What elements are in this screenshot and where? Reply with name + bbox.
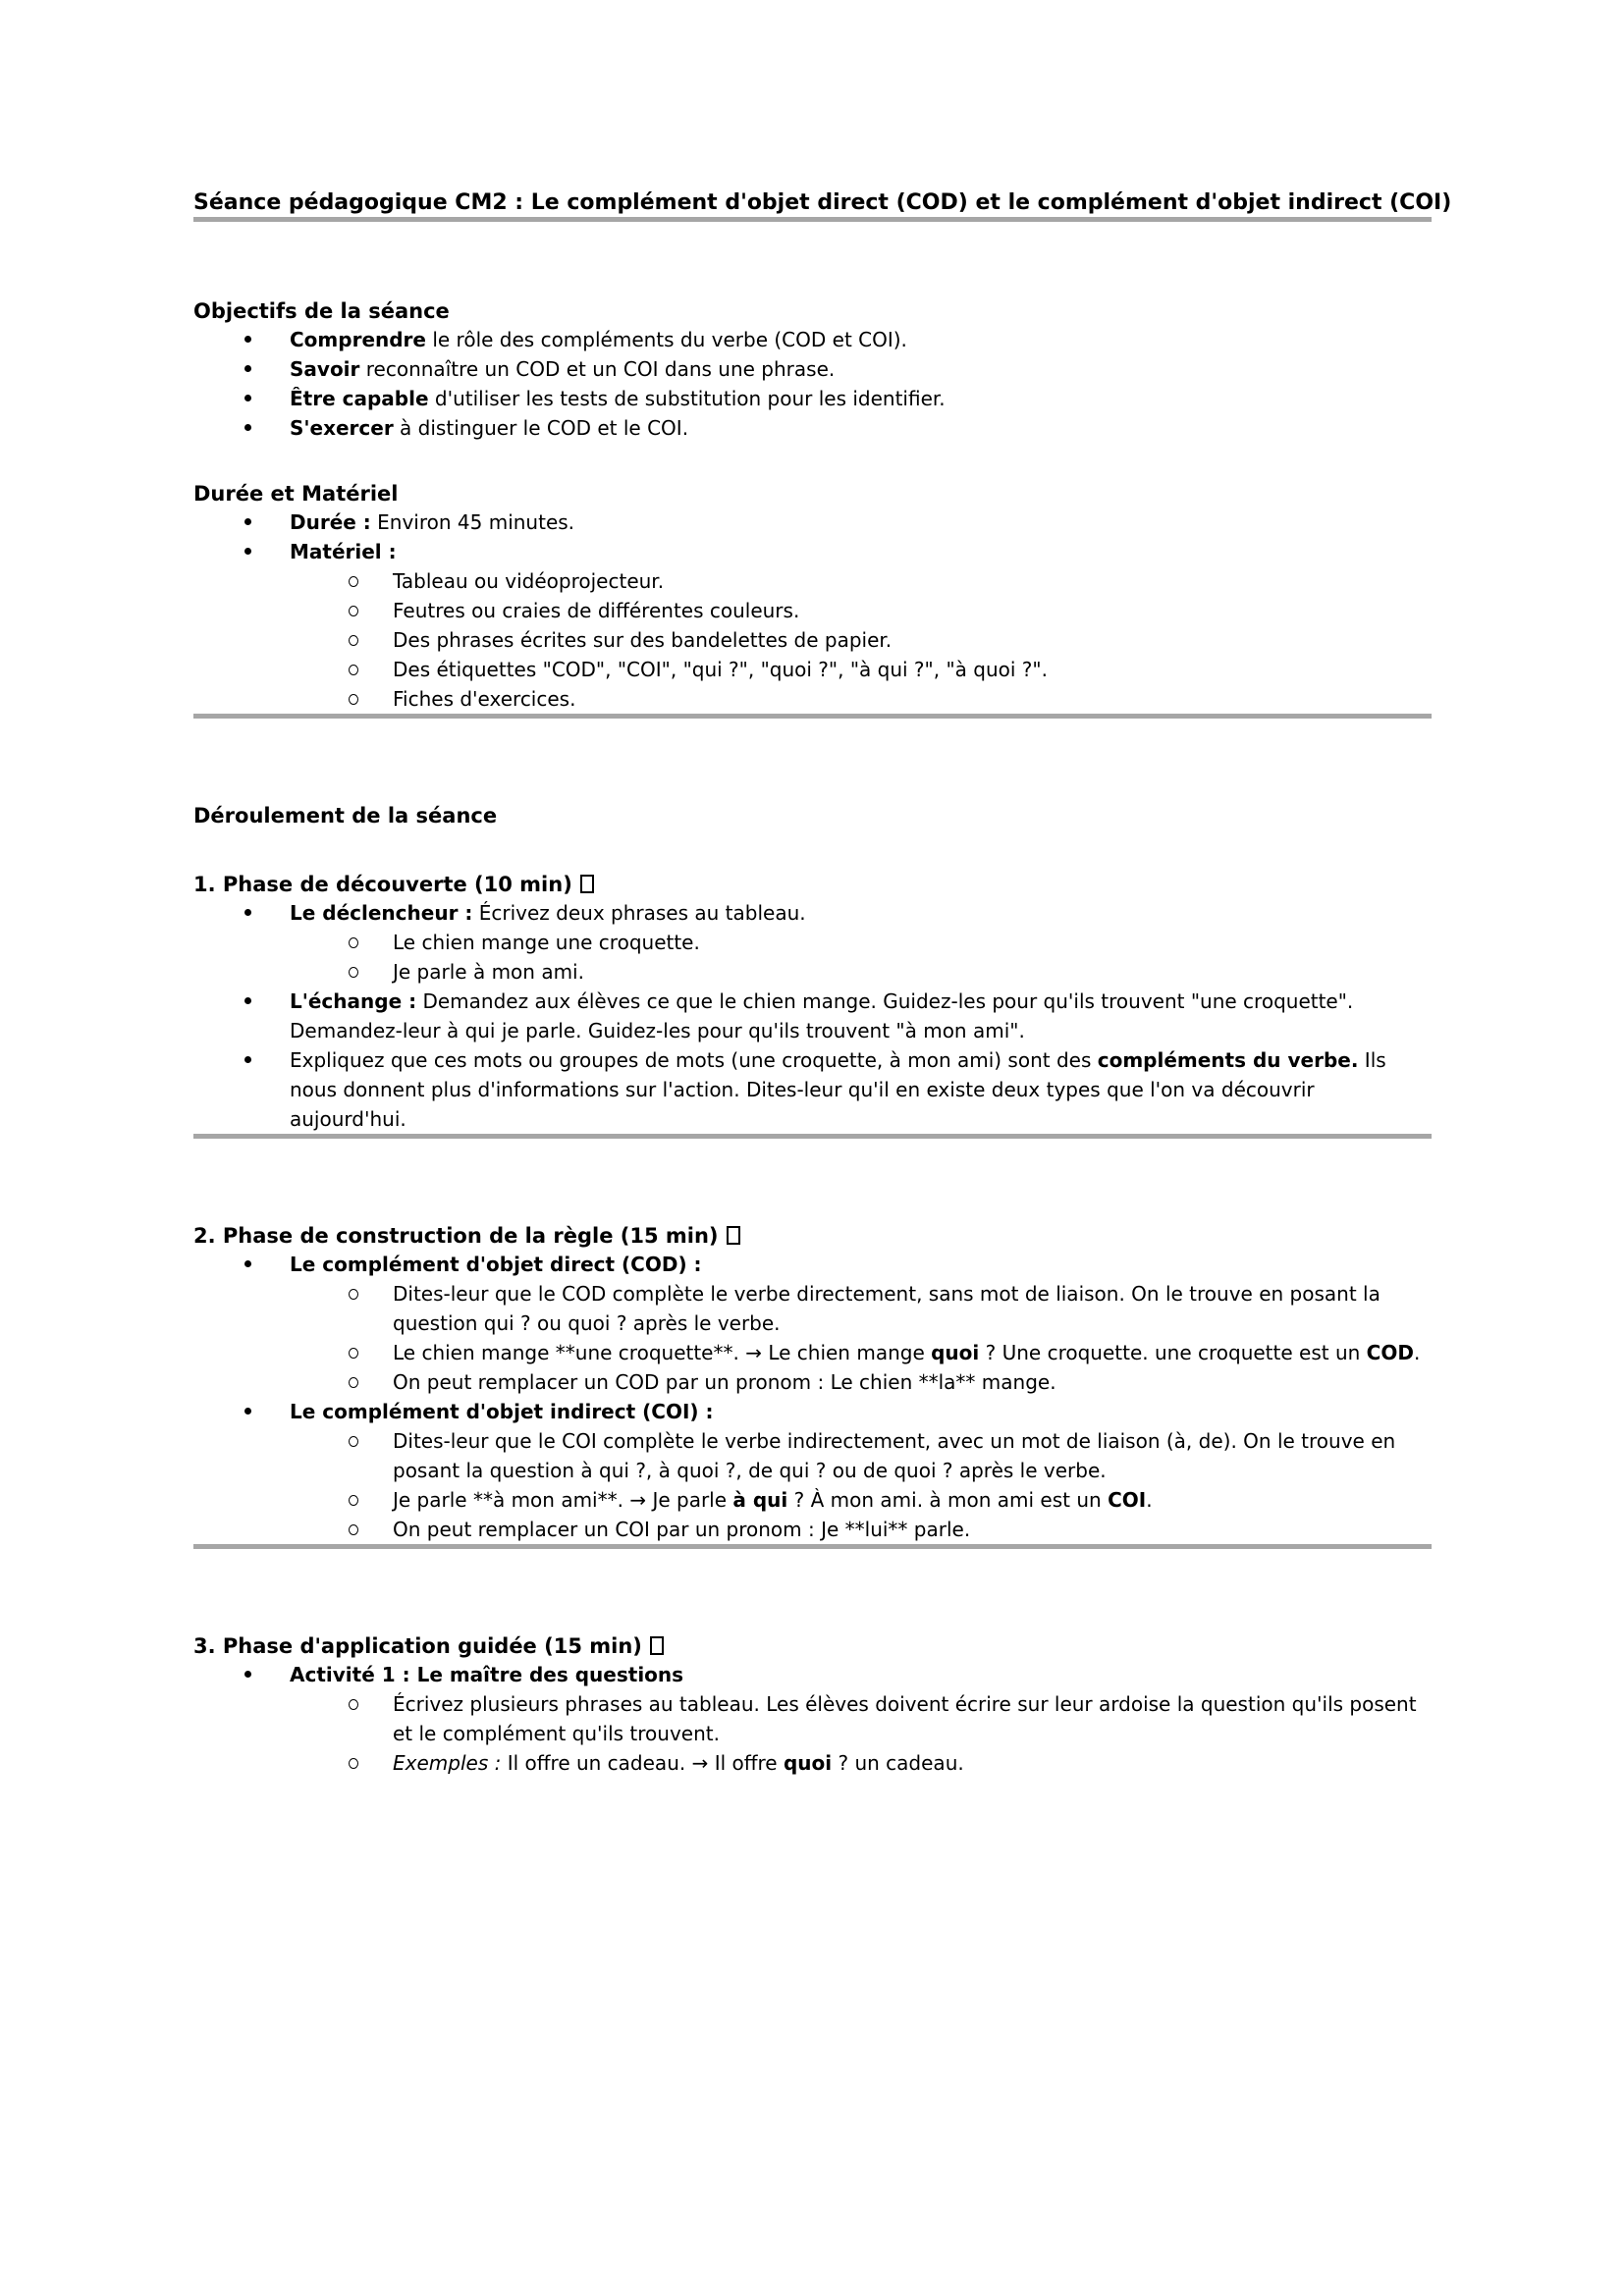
- circle-bullet-icon: [349, 1348, 358, 1359]
- bullet-item: [193, 1660, 1432, 1778]
- phase3-list: [193, 1660, 1432, 1778]
- circle-bullet-icon: [349, 937, 358, 948]
- sub-bullet-item: [290, 1485, 1432, 1515]
- bold-text: quoi: [783, 1751, 833, 1775]
- item-text: Des étiquettes "COD", "COI", "qui ?", "quoi ?", "à qui ?", "à quoi ?".: [393, 658, 1048, 681]
- item-text: Des phrases écrites sur des bandelettes de papier.: [393, 628, 893, 652]
- bullet-item: [193, 898, 1432, 987]
- bold-lead: Le déclencheur :: [290, 901, 473, 925]
- phase2-heading-text: 2. Phase de construction de la règle (15 min): [193, 1224, 719, 1248]
- circle-bullet-icon: [349, 1524, 358, 1535]
- item-text: Demandez aux élèves ce que le chien mange. Guidez-les pour qu'ils trouvent "une croquette". Demandez-leur à qui je parle. Guidez-les pour qu'ils trouvent "à mon ami".: [290, 989, 1354, 1042]
- item-text: Fiches d'exercices.: [393, 687, 576, 711]
- bullet-item: [193, 354, 1432, 384]
- bold-text: COI: [1108, 1488, 1147, 1512]
- item-text: On peut remplacer un COI par un pronom : Je **lui** parle.: [393, 1518, 971, 1541]
- item-text: Il offre un cadeau. → Il offre: [501, 1751, 784, 1775]
- missing-glyph-box: [727, 1226, 740, 1245]
- bullet-disc-icon: [244, 424, 251, 431]
- sub-bullet-item: [290, 596, 1432, 625]
- item-text: .: [1413, 1341, 1421, 1364]
- sub-bullet-item: [290, 684, 1432, 714]
- bullet-item: [193, 325, 1432, 354]
- sub-bullet-item: [290, 928, 1432, 957]
- section-divider: [193, 1544, 1432, 1549]
- bullet-item: [193, 537, 1432, 714]
- missing-glyph-box: [580, 875, 594, 893]
- sub-bullet-item: [290, 1338, 1432, 1367]
- bold-lead: Activité 1 : Le maître des questions: [290, 1663, 684, 1686]
- item-text: d'utiliser les tests de substitution pour les identifier.: [428, 387, 946, 410]
- circle-bullet-icon: [349, 635, 358, 646]
- bold-text: à qui: [732, 1488, 788, 1512]
- item-text: ? À mon ami. à mon ami est un: [787, 1488, 1109, 1512]
- item-text: à distinguer le COD et le COI.: [393, 416, 689, 440]
- coi-sublist: [290, 1426, 1432, 1544]
- bold-lead: Le complément d'objet direct (COD) :: [290, 1253, 702, 1276]
- section-divider: [193, 714, 1432, 719]
- page-content: [193, 0, 1452, 1778]
- item-text: On peut remplacer un COD par un pronom : Le chien **la** mange.: [393, 1370, 1056, 1394]
- bullet-item: [193, 1045, 1432, 1134]
- bullet-disc-icon: [244, 518, 251, 525]
- item-text: Dites-leur que le COI complète le verbe indirectement, avec un mot de liaison (à, de). On le trouve en posant la question à qui ?, à quoi ?, de qui ? ou de quoi ? après le verbe.: [393, 1429, 1396, 1482]
- cod-sublist: [290, 1279, 1432, 1397]
- document-title: Séance pédagogique CM2 : Le complément d'objet direct (COD) et le complément d'objet indirect (COI): [193, 190, 1452, 215]
- bullet-disc-icon: [244, 1056, 251, 1063]
- bullet-disc-icon: [244, 336, 251, 343]
- sub-bullet-item: [290, 625, 1432, 655]
- phase2-heading: [193, 1222, 1432, 1250]
- circle-bullet-icon: [349, 1436, 358, 1447]
- sub-bullet-item: [290, 1689, 1432, 1748]
- sub-bullet-item: [290, 1367, 1432, 1397]
- bold-lead: L'échange :: [290, 989, 417, 1013]
- item-text: Feutres ou craies de différentes couleurs.: [393, 599, 800, 622]
- bullet-disc-icon: [244, 1408, 251, 1415]
- bullet-disc-icon: [244, 395, 251, 401]
- circle-bullet-icon: [349, 606, 358, 616]
- circle-bullet-icon: [349, 967, 358, 978]
- circle-bullet-icon: [349, 1699, 358, 1710]
- bullet-disc-icon: [244, 365, 251, 372]
- bullet-item: [193, 1397, 1432, 1544]
- bold-lead: Savoir: [290, 357, 360, 381]
- bold-lead: Comprendre: [290, 328, 426, 351]
- circle-bullet-icon: [349, 1495, 358, 1506]
- item-text: Je parle à mon ami.: [393, 960, 584, 984]
- circle-bullet-icon: [349, 694, 358, 705]
- bold-lead: Durée :: [290, 510, 371, 534]
- bullet-disc-icon: [244, 1260, 251, 1267]
- circle-bullet-icon: [349, 1289, 358, 1300]
- section-divider: [193, 1134, 1432, 1139]
- circle-bullet-icon: [349, 1377, 358, 1388]
- bold-lead: Matériel :: [290, 540, 397, 563]
- duree-materiel-list: [193, 507, 1432, 714]
- bullet-disc-icon: [244, 1671, 251, 1678]
- circle-bullet-icon: [349, 1758, 358, 1769]
- bold-text: COD: [1366, 1341, 1414, 1364]
- item-text: Je parle **à mon ami**. → Je parle: [393, 1488, 733, 1512]
- bullet-item: [193, 1250, 1432, 1397]
- phase3-heading-text: 3. Phase d'application guidée (15 min): [193, 1634, 642, 1658]
- circle-bullet-icon: [349, 665, 358, 675]
- bold-text: quoi: [931, 1341, 980, 1364]
- activite-sublist: [290, 1689, 1432, 1778]
- phase1-heading: [193, 871, 1432, 898]
- phase2-list: [193, 1250, 1432, 1544]
- item-text: Écrivez plusieurs phrases au tableau. Les élèves doivent écrire sur leur ardoise la question qu'ils posent et le complément qu'ils trouvent.: [393, 1692, 1417, 1745]
- sub-bullet-item: [290, 655, 1432, 684]
- item-text: Ils nous donnent plus d'informations sur l'action. Dites-leur qu'il en existe deux types que l'on va découvrir aujourd'hui.: [290, 1048, 1386, 1131]
- materiel-sublist: [290, 566, 1432, 714]
- bullet-disc-icon: [244, 909, 251, 916]
- item-text: Tableau ou vidéoprojecteur.: [393, 569, 665, 593]
- sub-bullet-item: [290, 1515, 1432, 1544]
- bullet-item: [193, 987, 1432, 1045]
- circle-bullet-icon: [349, 576, 358, 587]
- item-text: reconnaître un COD et un COI dans une phrase.: [359, 357, 836, 381]
- phase1-heading-text: 1. Phase de découverte (10 min): [193, 873, 572, 896]
- section-divider: [193, 217, 1432, 222]
- bullet-item: [193, 507, 1432, 537]
- item-text: Expliquez que ces mots ou groupes de mots (une croquette, à mon ami) sont des: [290, 1048, 1098, 1072]
- bullet-disc-icon: [244, 997, 251, 1004]
- bold-lead: Être capable: [290, 387, 429, 410]
- sub-bullet-item: [290, 1279, 1432, 1338]
- bullet-item: [193, 384, 1432, 413]
- sub-bullet-item: [290, 1426, 1432, 1485]
- item-text: Dites-leur que le COD complète le verbe directement, sans mot de liaison. On le trouve en posant la question qui ? ou quoi ? après le verbe.: [393, 1282, 1380, 1335]
- phase1-sublist: [290, 928, 1432, 987]
- objectifs-list: [193, 325, 1432, 443]
- bullet-disc-icon: [244, 548, 251, 555]
- item-text: le rôle des compléments du verbe (COD et COI).: [425, 328, 907, 351]
- bold-lead: S'exercer: [290, 416, 394, 440]
- item-text: Le chien mange une croquette.: [393, 931, 700, 954]
- phase1-list: [193, 898, 1432, 1134]
- bold-lead: Le complément d'objet indirect (COI) :: [290, 1400, 714, 1423]
- item-text: ? un cadeau.: [832, 1751, 964, 1775]
- phase3-heading: [193, 1632, 1432, 1660]
- sub-bullet-item: [290, 566, 1432, 596]
- item-text: ? Une croquette. une croquette est un: [979, 1341, 1367, 1364]
- item-text: .: [1146, 1488, 1153, 1512]
- section-heading-deroulement: Déroulement de la séance: [193, 804, 498, 828]
- missing-glyph-box: [650, 1636, 664, 1655]
- item-text: Le chien mange **une croquette**. → Le chien mange: [393, 1341, 932, 1364]
- sub-bullet-item: [290, 957, 1432, 987]
- section-heading-duree-materiel: Durée et Matériel: [193, 482, 399, 506]
- sub-bullet-item: [290, 1748, 1432, 1778]
- bold-text: compléments du verbe.: [1097, 1048, 1359, 1072]
- item-text: Environ 45 minutes.: [370, 510, 575, 534]
- item-text: Écrivez deux phrases au tableau.: [472, 901, 806, 925]
- italic-lead: Exemples :: [393, 1751, 502, 1775]
- bullet-item: [193, 413, 1432, 443]
- section-heading-objectifs: Objectifs de la séance: [193, 299, 450, 323]
